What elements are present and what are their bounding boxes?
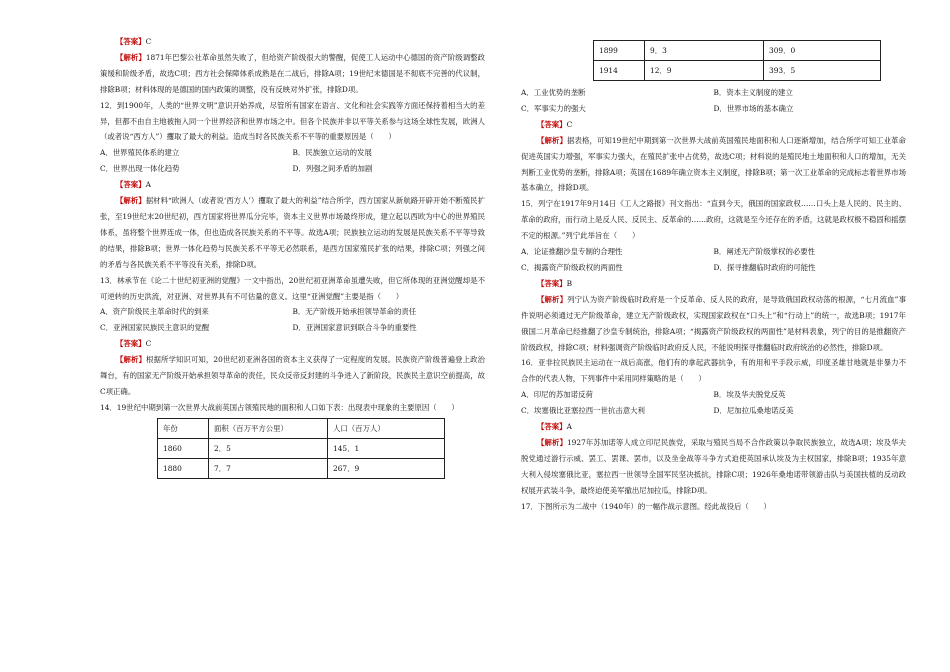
- table-cell: 393．5: [764, 61, 881, 81]
- table-header-row: [158, 418, 445, 438]
- explanation-14: 【解析】据表格，可知19世纪中期到第一次世界大战前英国殖民地面积和人口逐渐增加，结合所学可知工业革命促进英国实力增强，军事实力强大，在殖民扩张中占优势，故选C项；材料说的是殖民地土地面积和人口的增加，无关判断工业优势的垄断，排除A项；英国在1689年确立资本主义制度，排除B项；第一次工业革命的完成标志着世界市场基本确立，排除D项。: [521, 135, 906, 193]
- option: B．阐述无产阶级掌权的必要性: [713, 247, 816, 257]
- option: A．资产阶级民主革命时代的到来: [100, 307, 209, 317]
- explanation-11: 【解析】1871年巴黎公社革命虽然失败了，但给资产阶级很大的警醒，促使工人运动中心德国的资产阶级调整政策缓和阶级矛盾，故选C项；西方社会保障体系成熟是在二战后，排除A项；19世纪末德国是不彻底不完善的代议制，排除B项；材料体现的是德国的国内政策的调整，没有反映对外扩张，排除D项。: [100, 52, 485, 94]
- option: D．列强之间矛盾的加剧: [292, 164, 373, 174]
- table-row: [158, 458, 445, 478]
- table-cell: 9．3: [645, 41, 764, 61]
- table-header-cell: 面积（百万平方公里）: [209, 418, 328, 438]
- explanation-16: 【解析】1927年苏加诺等人成立印尼民族党，采取与殖民当局不合作政策以争取民族独立，故选A项；埃及华夫脱党通过游行示威、罢工、罢课、罢市，以及坐金战等斗争方式迫使英国承认埃及为主权国家，排除B项；1935年意大利入侵埃塞俄比亚，塞拉西一世领导全国军民坚决抵抗，排除C项；1926年桑地诺带领游击队与美国扶植的反动政权展开武装斗争，最终迫使美军撤出尼加拉瓜，排除D项。: [521, 437, 906, 495]
- option: C．亚洲国家民族民主意识的觉醒: [100, 323, 210, 333]
- table-cell: 1899: [594, 41, 645, 61]
- table-header-cell: 人口（百万人）: [328, 418, 445, 438]
- left-column: [100, 34, 485, 479]
- option: A．世界殖民体系的建立: [100, 148, 180, 158]
- answer-16: 【答案】A: [537, 422, 572, 432]
- table-cell: 267．9: [328, 458, 445, 478]
- explanation-15: 【解析】列宁认为资产阶级临时政府是一个反革命、反人民的政府，是导致俄国政权动荡的根源，“七月流血”事件说明必须通过无产阶级革命，建立无产阶级政权，实现国家政权在“口头上”和“行动上”的统一，故选B项；1917年俄国二月革命已经推翻了沙皇专制统治，排除A项；“揭露资产阶级政权的两面性”是材料表象，列宁的目的是推翻资产阶级政权，排除C项；材料强调资产阶级临时政府反人民，不能说明探寻推翻临时政府统治的必然性，排除D项。: [521, 294, 906, 352]
- question-12: 12．到1900年，人类的“世界文明”意识开始养成，尽管所有国家在语言、文化和社会实践等方面还保持着相当大的差异，但都不由自主地被拖入同一个世界经济和世界市场之中。但各个民族并非以平等关系参与这场全球性发展，欧洲人（或者说“西方人”）攫取了最大的利益。造成当时各民族关系不平等的重要原因是（ ）: [100, 100, 485, 142]
- table-cell: 7．7: [209, 458, 328, 478]
- table-header-cell: 年份: [158, 418, 209, 438]
- question-14: 14．19世纪中期到第一次世界大战前英国占领殖民地的面积和人口如下表：出现表中现象的主要原因（ ）: [100, 402, 459, 412]
- question-15-options: [521, 244, 906, 276]
- question-17: 17．下图所示为二战中（1940年）的一幅作战示意图。经此战役后（ ）: [521, 501, 771, 511]
- question-13: 13．林承节在《论二十世纪初亚洲的觉醒》一文中指出，20世纪初亚洲革命虽遭失败，但它所体现的亚洲觉醒却是不可逆转的历史洪流，对亚洲、对世界具有不可估量的意义。这里“亚洲觉醒”主要是指（ ）: [100, 275, 485, 301]
- table-cell: 1860: [158, 438, 209, 458]
- question-14-options: [521, 85, 906, 117]
- option: D．探寻推翻临时政府的可能性: [713, 262, 816, 272]
- colony-table: [157, 418, 445, 479]
- table-cell: 1880: [158, 458, 209, 478]
- option: A．工业优势的垄断: [521, 88, 586, 97]
- option: B．资本主义制度的建立: [713, 88, 793, 97]
- table-row: [594, 61, 881, 81]
- table-cell: 1914: [594, 61, 645, 81]
- answer-15: 【答案】B: [537, 278, 573, 288]
- answer-11: 【答案】C: [116, 37, 152, 46]
- table-cell: 12．9: [645, 61, 764, 81]
- question-16-options: [521, 387, 906, 419]
- answer-12: 【答案】A: [116, 180, 151, 190]
- table-cell: 309．0: [764, 41, 881, 61]
- answer-14: 【答案】C: [537, 119, 573, 129]
- question-13-options: [100, 304, 485, 336]
- explanation-12: 【解析】据材料“欧洲人（或者说‘西方人’）攫取了最大的利益”结合所学，西方国家从新航路开辟开始不断殖民扩张，至19世纪末20世纪初，西方国家将世界瓜分完毕，资本主义世界市场最终形成，建立起以西欧为中心的世界殖民体系，虽将整个世界连成一体，但也造成各民族关系的不平等。故选A项；民族独立运动的发展是民族关系不平等导致的结果，排除B项；世界一体化趋势与民族关系不平等无必然联系，是西方国家殖民扩张的结果，排除C项；列强之间的矛盾与各民族关系不平等没有关系，排除D项。: [100, 196, 485, 269]
- option: C．军事实力的强大: [521, 103, 586, 113]
- option: D．世界市场的基本确立: [713, 103, 794, 113]
- question-12-options: [100, 145, 485, 177]
- table-cell: 2．5: [209, 438, 328, 458]
- option: C．世界出现一体化趋势: [100, 164, 180, 174]
- table-cell: 145．1: [328, 438, 445, 458]
- answer-13: 【答案】C: [116, 339, 152, 349]
- question-15: 15．列宁在1917年9月14日《工人之路报》刊文指出：“直到今天，俄国的国家政权……口头上是人民的、民主的、革命的政府，而行动上是反人民、反民主、反革命的……政府，这就是至今还存在的矛盾，这就是政权极不稳固和摇摆不定的根源。”列宁此举旨在（ ）: [521, 199, 906, 241]
- option: B．埃及华夫脱党反英: [713, 390, 786, 400]
- explanation-13: 【解析】根据所学知识可知，20世纪初亚洲各国的资本主义获得了一定程度的发展。民族资产阶级普遍登上政治舞台，有的国家无产阶级开始承担领导革命的责任，民众反帝反封建的斗争进入了新阶段，民族民主意识空前提高，故C项正确。: [100, 355, 485, 396]
- option: C．埃塞俄比亚塞拉西一世抗击意大利: [521, 406, 645, 416]
- table-row: [594, 41, 881, 61]
- option: A．印尼的苏加诺反荷: [521, 390, 593, 400]
- option: C．揭露资产阶级政权的两面性: [521, 262, 623, 272]
- option: D．尼加拉瓜桑地诺反美: [713, 406, 794, 416]
- right-column: [521, 40, 906, 514]
- question-16: 16．亚非拉民族民主运动在一战后高涨，他们有的拿起武器抗争，有的用和平手段示威，印度圣雄甘地就是非暴力不合作的代表人物，下列事件中采用同样策略的是（ ）: [521, 358, 906, 384]
- option: A．论证推翻沙皇专制的合理性: [521, 247, 623, 257]
- option: B．无产阶级开始承担领导革命的责任: [292, 307, 417, 317]
- option: B．民族独立运动的发展: [292, 148, 372, 158]
- table-row: [158, 438, 445, 458]
- colony-table-continued: [593, 40, 881, 81]
- option: D．亚洲国家意识到联合斗争的重要性: [292, 323, 417, 333]
